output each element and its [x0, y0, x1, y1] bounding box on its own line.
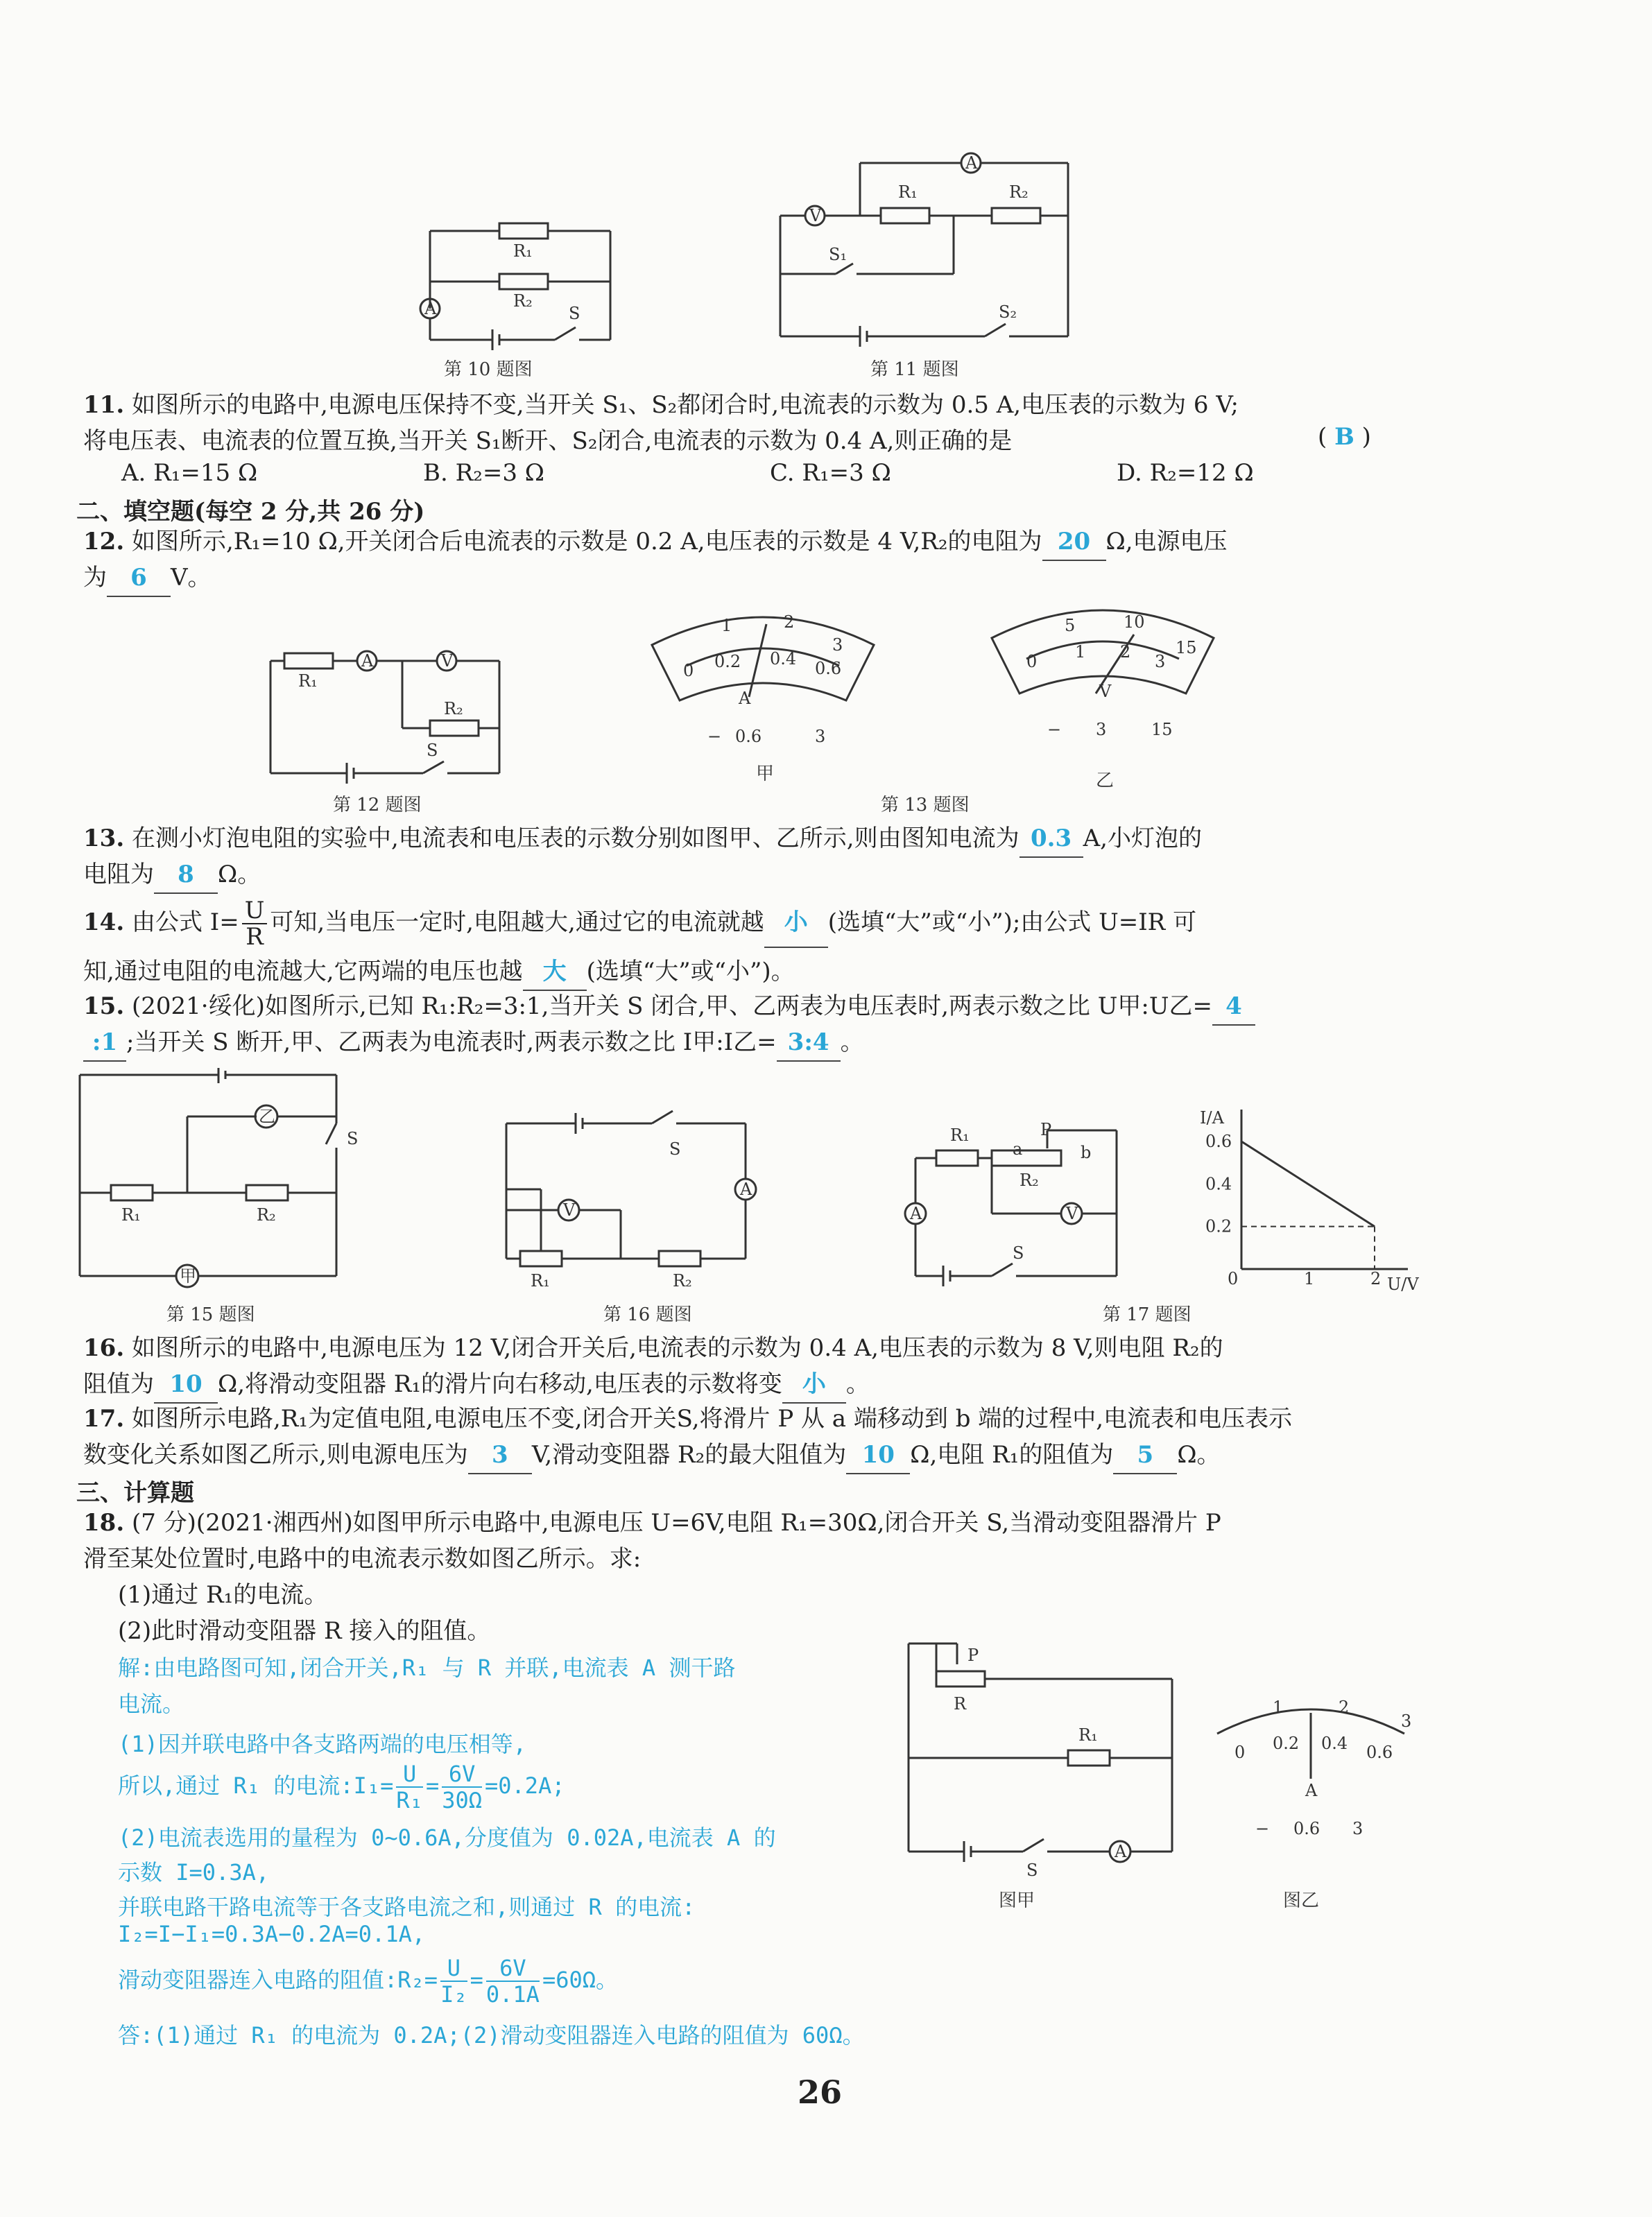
q12-answer2: 6 [107, 560, 171, 597]
q18-line2 [83, 1541, 1436, 1577]
fig13-voltmeter-label: V [1099, 682, 1112, 701]
q15-text1: (2021·绥化)如图所示,已知 R₁:R₂=3:1,当开关 S 闭合,甲、乙两表为电压表时,两表示数之比 U甲:U乙= [131, 992, 1212, 1020]
q14-fraction [242, 898, 268, 949]
q16-text2: 阻值为 [83, 1370, 154, 1398]
q11-number: 11. [83, 391, 125, 419]
fig12-caption: 第 12 题图 [333, 795, 422, 816]
fig17-ytick-06: 0.6 [1205, 1132, 1232, 1151]
fig13-a-term-06: 0.6 [735, 727, 762, 746]
fig15-circuit [76, 1068, 359, 1290]
fig10-r1-label: R₁ [513, 241, 533, 261]
fig11-caption: 第 11 题图 [870, 359, 959, 380]
q13-number: 13. [83, 825, 125, 852]
q16-answer2: 小 [782, 1366, 846, 1404]
fig12-r1-label: R₁ [298, 671, 318, 691]
fig15-caption: 第 15 题图 [166, 1304, 255, 1325]
fig13-jia-caption: 甲 [756, 764, 775, 784]
fig12-r2 [430, 721, 479, 736]
fig17-xtick-2: 2 [1370, 1269, 1382, 1288]
fig15-r1-label: R₁ [121, 1205, 141, 1225]
q11-answer-bracket: ( B ) [1318, 423, 1371, 451]
fig17-r2-label: R₂ [1019, 1171, 1039, 1190]
q16-line1 [83, 1330, 1436, 1366]
fig13-caption: 第 13 题图 [881, 795, 970, 816]
fig15-meter-jia-label: 甲 [180, 1266, 196, 1286]
fig18-ammeter-label: A [1115, 1842, 1127, 1861]
q18-sol5: (2)电流表选用的量程为 0~0.6A,分度值为 0.02A,电流表 A 的 [118, 1825, 776, 1851]
q17-text5: Ω。 [1177, 1441, 1221, 1469]
q15-answer2: 3:4 [777, 1024, 841, 1062]
fig13-a-bot-0: 0 [683, 661, 694, 680]
q11-option-d: D. R₂=12 Ω [1117, 459, 1254, 487]
fig10-r2 [499, 274, 548, 289]
fig11-r2-label: R₂ [1009, 182, 1029, 202]
fig13-v-top-15: 15 [1176, 638, 1197, 657]
fig17-ylabel: I/A [1200, 1108, 1224, 1128]
fig13-a-term-3: 3 [815, 727, 826, 746]
q14-line2 [83, 954, 1436, 991]
q18-sol2: 电流。 [118, 1691, 185, 1717]
q17-answer1: 3 [468, 1437, 532, 1474]
fig18-a-bot-1: 0.2 [1273, 1734, 1300, 1753]
fig12-switch [423, 761, 444, 773]
fig18-ammeter-letter: A [1305, 1781, 1318, 1800]
fig18-p-label: P [967, 1646, 979, 1665]
fig10-r2-label: R₂ [513, 291, 533, 311]
fig18-a-top-2: 2 [1339, 1698, 1350, 1717]
fig15-switch [326, 1123, 336, 1144]
q14-text2: 可知,当电压一定时,电阻越大,通过它的电流就越 [270, 908, 764, 936]
q18-sol3: (1)因并联电路中各支路两端的电压相等, [118, 1731, 527, 1757]
fig18-a-bot-2: 0.4 [1321, 1734, 1348, 1753]
q18-sol7: 并联电路干路电流等于各支路电流之和,则通过 R 的电流: [118, 1894, 696, 1920]
q15-text2: ;当开关 S 断开,甲、乙两表为电流表时,两表示数之比 I甲:I乙= [126, 1028, 777, 1056]
q18-sol10: 答:(1)通过 R₁ 的电流为 0.2A;(2)滑动变阻器连入电路的阻值为 60Ω。 [118, 2022, 865, 2048]
fig12-voltmeter-label: V [441, 651, 454, 671]
fig18-a-top-3: 3 [1401, 1711, 1412, 1731]
q14-text3: (选填“大”或“小”);由公式 U=IR 可 [827, 908, 1197, 936]
fig11-r1-label: R₁ [898, 182, 918, 202]
fig13-a-top-3: 3 [832, 635, 843, 655]
fig18-a-bot-3: 0.6 [1366, 1743, 1393, 1762]
fig16-r2 [659, 1251, 700, 1266]
q13-text2: A,小灯泡的 [1083, 825, 1202, 852]
q11-line2 [83, 423, 1436, 459]
q16-number: 16. [83, 1334, 125, 1362]
fig17-circuit [895, 1116, 1144, 1290]
q17-line2 [83, 1437, 1436, 1474]
q18-sol9a: 滑动变阻器连入电路的阻值:R₂= [118, 1967, 438, 1993]
q14-text1: 由公式 I= [131, 908, 239, 936]
fig16-switch-label: S [669, 1139, 681, 1159]
q18-sol1: 解:由电路图可知,闭合开关,R₁ 与 R 并联,电流表 A 测干路 [118, 1655, 736, 1681]
q15-answer1a: 4 [1212, 988, 1255, 1026]
fig16-switch [652, 1111, 673, 1123]
fig11-r1 [881, 208, 929, 223]
fig13-v-bot-2: 2 [1120, 642, 1131, 662]
fig13-ammeter-label: A [739, 689, 751, 708]
fig17-b-label: b [1081, 1143, 1092, 1162]
fig11-s2-label: S₂ [999, 302, 1017, 322]
fig10-caption: 第 10 题图 [444, 359, 533, 380]
q15-line1 [83, 988, 1436, 1026]
fig15-meter-yi-label: 乙 [259, 1107, 275, 1126]
fig13-v-bot-1: 1 [1075, 642, 1086, 662]
fig16-voltmeter-label: V [563, 1200, 576, 1220]
fig17-xtick-1: 1 [1304, 1269, 1315, 1288]
q14-text5: (选填“大”或“小”)。 [586, 958, 795, 985]
q16-answer1: 10 [154, 1366, 218, 1404]
q18-sol6: 示数 I=0.3A, [118, 1859, 270, 1886]
q13-line2 [83, 856, 1436, 894]
q11-line1 [83, 387, 1436, 423]
q18-text2: 滑至某处位置时,电路中的电流表示数如图乙所示。求: [83, 1545, 642, 1573]
fig11-voltmeter-label: V [809, 206, 822, 225]
q18-sol9b: = [470, 1967, 483, 1993]
fig13-v-term-neg: − [1047, 720, 1062, 739]
fig17-series-line [1241, 1141, 1375, 1227]
fig18-ammeter-dial [1207, 1692, 1415, 1845]
fig18-switch [1023, 1839, 1044, 1852]
q14-answer2: 大 [523, 954, 587, 991]
fig11-r2 [992, 208, 1040, 223]
fig16-r2-label: R₂ [673, 1271, 692, 1291]
fig18-r1 [1068, 1750, 1110, 1766]
fig13-v-top-10: 10 [1124, 612, 1145, 632]
fig11-ammeter-label: A [965, 153, 978, 173]
fig13-ammeter-needle [749, 624, 766, 697]
fig18-term-06: 0.6 [1293, 1819, 1320, 1838]
q14-number: 14. [83, 908, 125, 936]
fig17-switch-label: S [1013, 1243, 1024, 1263]
q16-line2 [83, 1366, 1436, 1404]
fig13-v-term-3: 3 [1096, 720, 1107, 739]
q17-number: 17. [83, 1405, 125, 1433]
fig18-circuit [902, 1644, 1179, 1880]
fig17-r1 [936, 1150, 978, 1166]
section-calculation: 三、计算题 [76, 1479, 194, 1507]
q13-answer2: 8 [154, 856, 218, 894]
fig13-yi-caption: 乙 [1096, 770, 1115, 791]
q18-sol4b: = [425, 1772, 440, 1799]
fig12-r2-label: R₂ [444, 699, 463, 718]
q18-sol9c: =60Ω。 [542, 1967, 619, 1993]
fig18-r-label: R [954, 1694, 967, 1714]
fig18-switch-label: S [1026, 1861, 1038, 1880]
q15-text3: 。 [840, 1028, 864, 1056]
q14-line1 [83, 898, 1436, 949]
fig16-circuit [499, 1110, 777, 1290]
q11-text1: 如图所示的电路中,电源电压保持不变,当开关 S₁、S₂都闭合时,电流表的示数为 0.5 A,电压表的示数为 6 V; [131, 391, 1239, 419]
q13-text3: 电阻为 [83, 861, 154, 888]
fig15-switch-label: S [347, 1129, 359, 1148]
q11-option-c: C. R₁=3 Ω [770, 459, 891, 487]
fig12-ammeter-label: A [361, 651, 374, 671]
q16-text1: 如图所示的电路中,电源电压为 12 V,闭合开关后,电流表的示数为 0.4 A,电压表的示数为 8 V,则电阻 R₂的 [131, 1334, 1223, 1362]
q11-option-a: A. R₁=15 Ω [121, 459, 258, 487]
fig17-a-label: a [1013, 1139, 1023, 1159]
fig15-r2 [246, 1185, 288, 1200]
q18-sol4-den1: R₁ [396, 1787, 423, 1813]
q14-frac-num: U [242, 898, 268, 924]
fig17-switch [992, 1263, 1013, 1276]
fig17-voltmeter-label: V [1066, 1204, 1078, 1223]
page-number: 26 [798, 2073, 843, 2111]
fig18-r1-label: R₁ [1078, 1725, 1098, 1745]
q12-line1 [83, 524, 1436, 561]
q12-line2 [83, 560, 1436, 597]
q17-answer3: 5 [1113, 1437, 1177, 1474]
q18-sol4c: =0.2A; [485, 1772, 565, 1799]
q18-sol4-frac1 [396, 1761, 423, 1813]
q14-frac-den: R [246, 923, 264, 951]
fig10-circuit [409, 215, 645, 354]
fig11-switch2 [985, 324, 1006, 336]
q17-answer2: 10 [846, 1437, 910, 1474]
q18-sol9-den2: 0.1A [485, 1981, 540, 2008]
q14-answer1: 小 [764, 898, 828, 948]
q13-line1 [83, 820, 1436, 858]
q15-number: 15. [83, 992, 125, 1020]
q18-sol8: I₂=I−I₁=0.3A−0.2A=0.1A, [118, 1921, 426, 1947]
fig17-ammeter-label: A [910, 1204, 922, 1223]
fig16-caption: 第 16 题图 [603, 1304, 692, 1325]
q18-sol4-num1: U [396, 1761, 423, 1788]
fig18-rheostat [936, 1671, 985, 1687]
q18-sol4-frac2 [442, 1761, 482, 1813]
fig17-iu-graph [1179, 1103, 1429, 1297]
q18-sol9-den1: I₂ [440, 1981, 467, 2008]
fig18-a-bot-0: 0 [1234, 1743, 1246, 1762]
q11-text2: 将电压表、电流表的位置互换,当开关 S₁断开、S₂闭合,电流表的示数为 0.4 A,则正确的是 [83, 427, 1013, 455]
fig10-switch [555, 327, 576, 340]
fig11-circuit [770, 149, 1082, 350]
q14-text4: 知,通过电阻的电流越大,它两端的电压也越 [83, 958, 523, 985]
fig17-xlabel: U/V [1387, 1275, 1419, 1294]
q18-sol9-frac1 [440, 1956, 467, 2007]
fig12-switch-label: S [427, 741, 438, 760]
fig12-circuit [270, 645, 506, 784]
q11-option-b: B. R₂=3 Ω [423, 459, 544, 487]
fig12-r1 [284, 653, 333, 668]
fig16-r1-label: R₁ [531, 1271, 550, 1291]
q18-sol4-num2: 6V [442, 1761, 482, 1788]
fig13-a-bot-1: 0.2 [714, 652, 741, 671]
q12-answer1: 20 [1042, 524, 1106, 561]
fig10-ammeter-label: A [424, 299, 437, 318]
q17-text3: V,滑动变阻器 R₂的最大阻值为 [531, 1441, 847, 1469]
fig17-caption: 第 17 题图 [1103, 1304, 1191, 1325]
fig16-ammeter-label: A [740, 1180, 752, 1199]
q18-sol9-num1: U [440, 1956, 467, 1982]
fig17-r1-label: R₁ [950, 1125, 970, 1145]
q13-answer1: 0.3 [1019, 820, 1083, 858]
q18-sub1: (1)通过 R₁的电流。 [118, 1581, 328, 1609]
fig18-term-neg: − [1255, 1819, 1270, 1838]
q12-number: 12. [83, 528, 125, 555]
fig16-r1 [520, 1251, 562, 1266]
q12-text2: Ω,电源电压 [1105, 528, 1228, 555]
q18-sol9-num2: 6V [486, 1956, 540, 1982]
q18-sol4 [118, 1761, 565, 1813]
fig17-p-label: P [1040, 1120, 1052, 1139]
fig15-r1 [111, 1185, 153, 1200]
q18-sol9 [118, 1956, 618, 2007]
q17-text2: 数变化关系如图乙所示,则电源电压为 [83, 1441, 468, 1469]
fig17-ytick-02: 0.2 [1205, 1216, 1232, 1236]
q18-sub2: (2)此时滑动变阻器 R 接入的阻值。 [118, 1617, 491, 1645]
fig17-r2 [992, 1150, 1061, 1166]
fig13-a-bot-3: 0.6 [815, 659, 842, 678]
q15-line2 [83, 1024, 1436, 1062]
q17-text1: 如图所示电路,R₁为定值电阻,电源电压不变,闭合开关S,将滑片 P 从 a 端移动到 b 端的过程中,电流表和电压表示 [131, 1405, 1293, 1433]
q12-text1: 如图所示,R₁=10 Ω,开关闭合后电流表的示数是 0.2 A,电压表的示数是 4 V,R₂的电阻为 [131, 528, 1042, 555]
fig18-yi-caption: 图乙 [1283, 1890, 1320, 1911]
q16-text4: 。 [845, 1370, 870, 1398]
fig17-xtick-0: 0 [1228, 1269, 1239, 1288]
fig13-voltmeter-dial [985, 596, 1221, 742]
fig17-ytick-04: 0.4 [1205, 1174, 1232, 1194]
fig13-a-term-neg: − [707, 727, 722, 746]
fig10-switch-label: S [569, 304, 580, 323]
q18-sol9-frac2 [486, 1956, 540, 2007]
fig13-v-term-15: 15 [1151, 720, 1173, 739]
fig11-s1-label: S₁ [829, 245, 847, 264]
fig11-switch1 [836, 264, 853, 274]
q16-text3: Ω,将滑动变阻器 R₁的滑片向右移动,电压表的示数将变 [218, 1370, 782, 1398]
q12-text3: 为 [83, 564, 107, 592]
q17-text4: Ω,电阻 R₁的阻值为 [910, 1441, 1114, 1469]
fig18-a-top-1: 1 [1273, 1698, 1284, 1717]
fig18-jia-caption: 图甲 [999, 1890, 1035, 1911]
section-fill-blank: 二、填空题(每空 2 分,共 26 分) [76, 498, 425, 526]
fig15-r2-label: R₂ [257, 1205, 276, 1225]
fig18-term-3: 3 [1352, 1819, 1363, 1838]
fig13-a-top-1: 1 [721, 616, 732, 635]
q18-sol4a: 所以,通过 R₁ 的电流:I₁= [118, 1772, 394, 1799]
q18-line1 [83, 1505, 1436, 1541]
fig10-r1 [499, 223, 548, 239]
q13-text4: Ω。 [218, 861, 261, 888]
q18-sol4-den2: 30Ω [442, 1787, 482, 1813]
fig13-a-top-2: 2 [784, 612, 795, 632]
fig13-v-top-5: 5 [1065, 616, 1076, 635]
q12-text4: V。 [171, 564, 212, 592]
q18-number: 18. [83, 1509, 125, 1537]
fig13-ammeter-dial [645, 603, 881, 749]
q18-text1: (7 分)(2021·湘西州)如图甲所示电路中,电源电压 U=6V,电阻 R₁=30Ω,闭合开关 S,当滑动变阻器滑片 P [131, 1509, 1221, 1537]
fig13-v-bot-3: 3 [1155, 652, 1166, 671]
q17-line1 [83, 1401, 1436, 1437]
fig13-a-bot-2: 0.4 [770, 649, 797, 668]
fig13-v-bot-0: 0 [1026, 652, 1038, 671]
q15-answer1b: :1 [83, 1024, 126, 1062]
q13-text1: 在测小灯泡电阻的实验中,电流表和电压表的示数分别如图甲、乙所示,则由图知电流为 [131, 825, 1019, 852]
q11-answer: B [1334, 423, 1354, 451]
